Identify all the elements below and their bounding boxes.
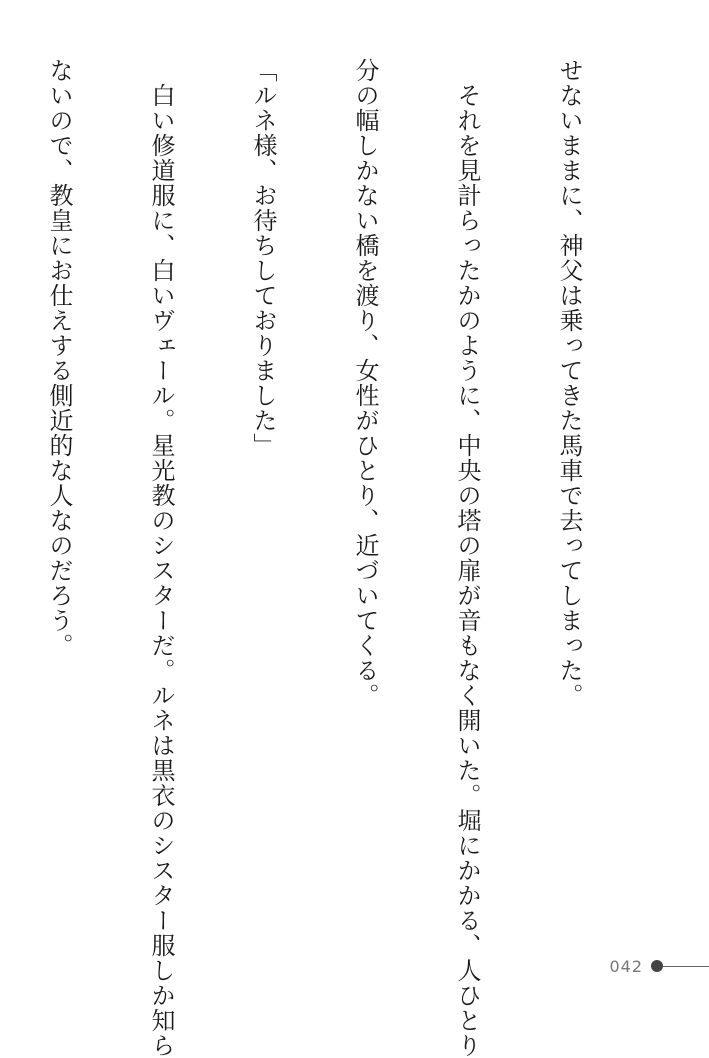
page-number: 042 bbox=[609, 956, 643, 976]
page-footer bbox=[609, 956, 709, 976]
text-line: せないままに、神父は乗ってきた馬車で去ってしまった。 bbox=[555, 58, 583, 708]
footer-rule-line bbox=[663, 966, 709, 967]
text-line: 分の幅しかない橋を渡り、女性がひとり、近づいてくる。 bbox=[351, 58, 379, 708]
footer-dot-ornament bbox=[651, 960, 663, 972]
text-line: 白い修道服に、白いヴェール。星光教のシスターだ。ルネは黒衣のシスター服しか知ら bbox=[147, 58, 175, 1058]
text-line: 「ルネ様、お待ちしておりました」 bbox=[249, 58, 277, 458]
text-line: ないので、教皇にお仕えする側近的な人なのだろう。 bbox=[45, 58, 73, 658]
text-line: それを見計らったかのように、中央の塔の扉が音もなく開いた。堀にかかる、人ひとり bbox=[453, 58, 481, 1058]
